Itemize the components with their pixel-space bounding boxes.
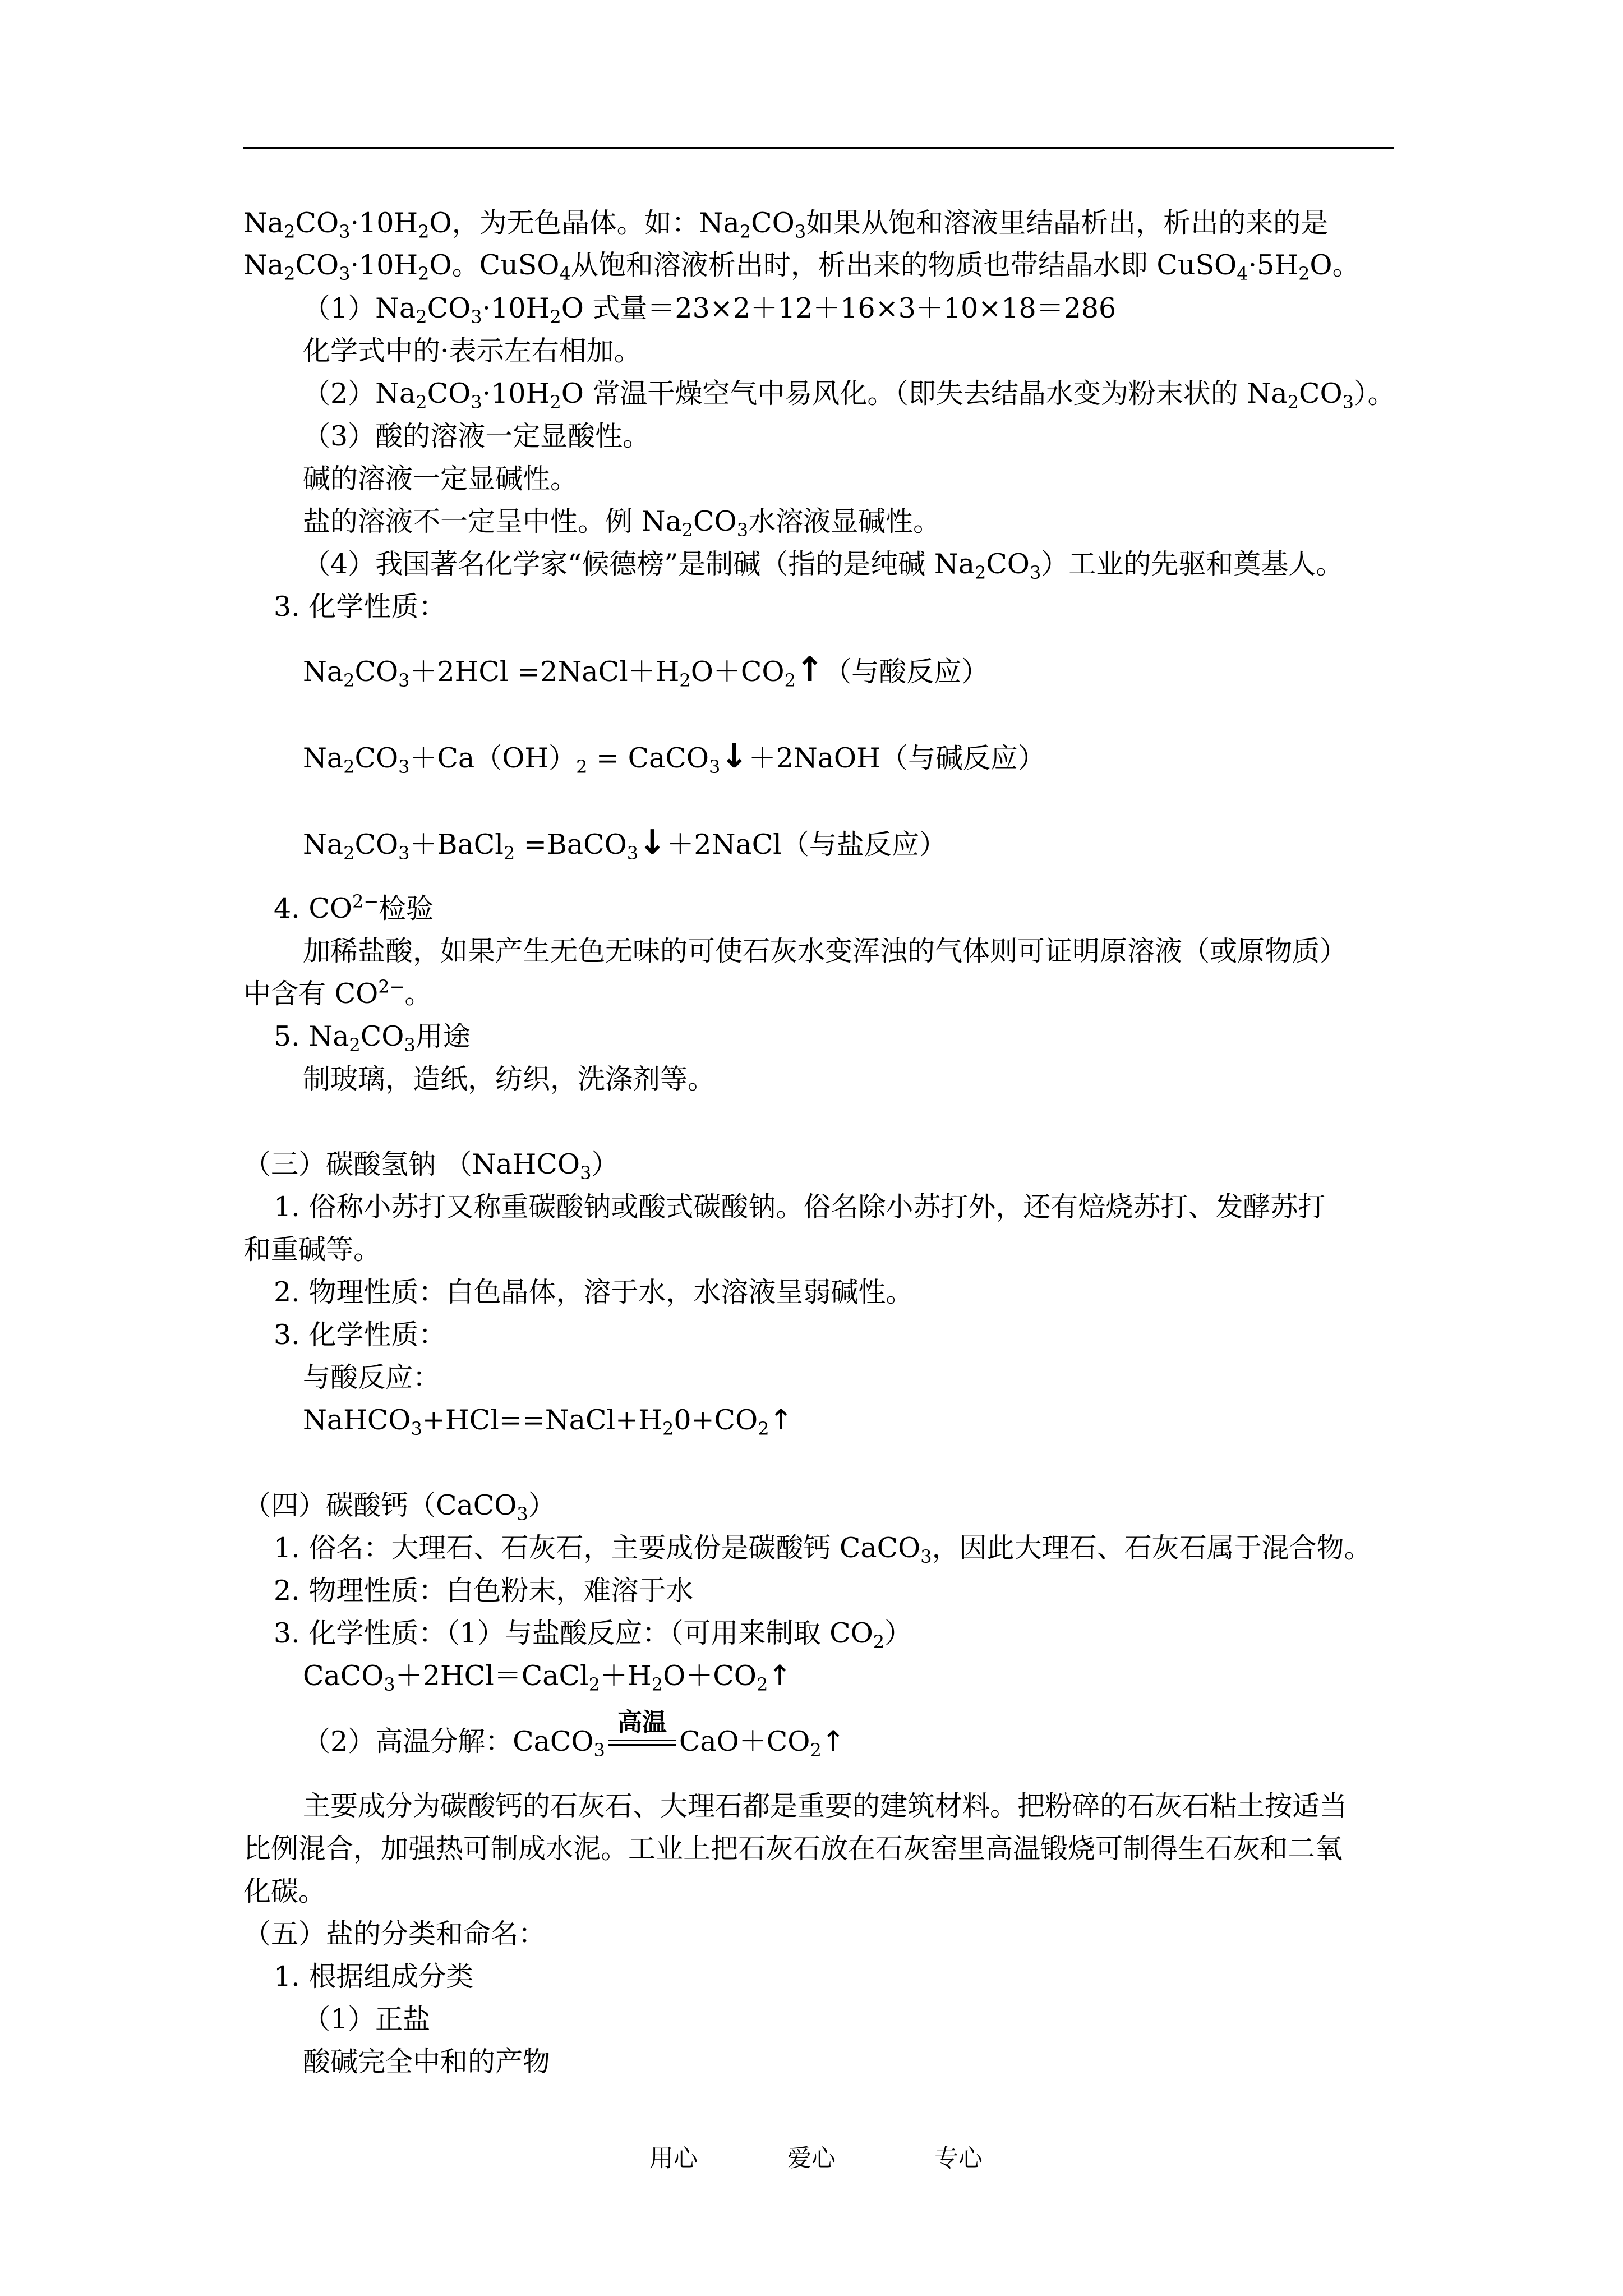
text-line: 中含有 $CO^{2-}$。 xyxy=(243,976,432,1010)
text-line: 化碳。 xyxy=(243,1875,326,1907)
precipitate-down-arrow-icon: ↓ xyxy=(638,823,667,862)
text-line: 化学式中的·表示左右相加。 xyxy=(303,335,642,367)
text-line: 2. 物理性质：白色晶体，溶于水，水溶液呈弱碱性。 xyxy=(274,1276,914,1308)
text-line: 4. $CO^{2-}$检验 xyxy=(274,891,434,924)
equation-nahco3: $NaHCO_3+HCl==NaCl+H_20+CO_2↑$ xyxy=(303,1404,793,1439)
equation-salt: $Na_2CO_3+BaCl_2$ =BaCO$_3$↓＋2NaCl（与盐反应） xyxy=(303,823,947,864)
text-line: 2. 物理性质：白色粉末，难溶于水 xyxy=(274,1575,694,1607)
footer-center: 爱心 xyxy=(787,2145,836,2173)
text-line: 制玻璃，造纸，纺织，洗涤剂等。 xyxy=(303,1063,716,1095)
text-line: 加稀盐酸，如果产生无色无味的可使石灰水变浑浊的气体则可证明原溶液（或原物质） xyxy=(303,935,1348,967)
text-line: 1. 根据组成分类 xyxy=(274,1961,474,1993)
section-heading: （四）碳酸钙（CaCO$_3$） xyxy=(243,1489,556,1525)
text-line: （4）我国著名化学家“候德榜”是制碱（指的是纯碱 $Na_2CO_3$）工业的先驱和奠基人。 xyxy=(303,548,1344,583)
gas-up-arrow-icon: ↑ xyxy=(821,1725,845,1757)
text-line: 与酸反应： xyxy=(303,1361,441,1393)
header-rule xyxy=(243,147,1394,149)
text-line: $(2)Na_2CO_3\cdot 10H_2O$ 常温干燥空气中易风化。（即失去结晶水变为粉末状的 $Na_2CO_3$）。 xyxy=(303,378,1395,413)
section-heading: （三）碳酸氢钠 （NaHCO$_3$） xyxy=(243,1148,619,1184)
text-line: 和重碱等。 xyxy=(243,1234,381,1266)
precipitate-down-arrow-icon: ↓ xyxy=(720,737,749,776)
text-line: 3. 化学性质： xyxy=(274,591,446,623)
text-line: 3. 化学性质： xyxy=(274,1319,446,1351)
text-line: 酸碱完全中和的产物 xyxy=(303,2046,551,2078)
text-line: $Na_2CO_3\cdot 10H_2O$，为无色晶体。如：$Na_2CO_3$如果从饱和溶液里结晶析出，析出的来的是 xyxy=(243,207,1329,242)
footer-left: 用心 xyxy=(649,2145,698,2173)
text-line: 3. 化学性质：（1）与盐酸反应：（可用来制取 $CO_2$） xyxy=(274,1617,912,1653)
text-line: （3）酸的溶液一定显酸性。 xyxy=(303,420,651,452)
text-line: （1）正盐 xyxy=(303,2003,431,2035)
gas-up-arrow-icon: ↑ xyxy=(769,1404,793,1436)
gas-up-arrow-icon: ↑ xyxy=(768,1659,792,1692)
text-line: 1. 俗名：大理石、石灰石，主要成份是碳酸钙 CaCO$_3$，因此大理石、石灰石属于混合物。 xyxy=(274,1532,1372,1567)
gas-up-arrow-icon: ↑ xyxy=(795,650,824,689)
equation-base: $Na_2CO_3+Ca(OH)_2$ = CaCO$_3$↓＋2NaOH（与碱反应） xyxy=(303,737,1045,777)
equation-caco3-hcl: $CaCO_3+2HCl=CaCl_2+H_2O+CO_2↑$ xyxy=(303,1659,792,1695)
text-line: 1. 俗称小苏打又称重碳酸钠或酸式碳酸钠。俗名除小苏打外，还有焙烧苏打、发酵苏打 xyxy=(274,1191,1326,1223)
equation-decomposition: （2）高温分解：CaCO$_3$ 高温 $CaO+CO_2↑$ xyxy=(303,1708,845,1761)
text-line: 主要成分为碳酸钙的石灰石、大理石都是重要的建筑材料。把粉碎的石灰石粘土按适当 xyxy=(303,1790,1348,1822)
section-heading: （五）盐的分类和命名： xyxy=(243,1918,546,1950)
reaction-condition: 高温 xyxy=(605,1725,679,1759)
text-line: $Na_2CO_3\cdot 10H_2O$。CuSO$_4$从饱和溶液析出时，析出来的物质也带结晶水即 $CuSO_4\cdot 5H_2O$。 xyxy=(243,249,1360,284)
text-line: 比例混合，加强热可制成水泥。工业上把石灰石放在石灰窑里高温锻烧可制得生石灰和二氧 xyxy=(243,1833,1343,1865)
equation-acid: $Na_2CO_3+2HCl$ $=2NaCl+H_2O+CO_2↑$（与酸反应） xyxy=(303,650,989,691)
text-line: 盐的溶液不一定呈中性。例 $Na_2CO_3$水溶液显碱性。 xyxy=(303,505,941,541)
text-line: 5. $Na_2CO_3$用途 xyxy=(274,1020,471,1056)
footer-right: 专心 xyxy=(934,2145,983,2173)
text-line: $(1)Na_2CO_3\cdot 10H_2O$ 式量＝23×2＋12＋16×3＋10×18＝286 xyxy=(303,292,1117,328)
text-line: 碱的溶液一定显碱性。 xyxy=(303,463,578,495)
